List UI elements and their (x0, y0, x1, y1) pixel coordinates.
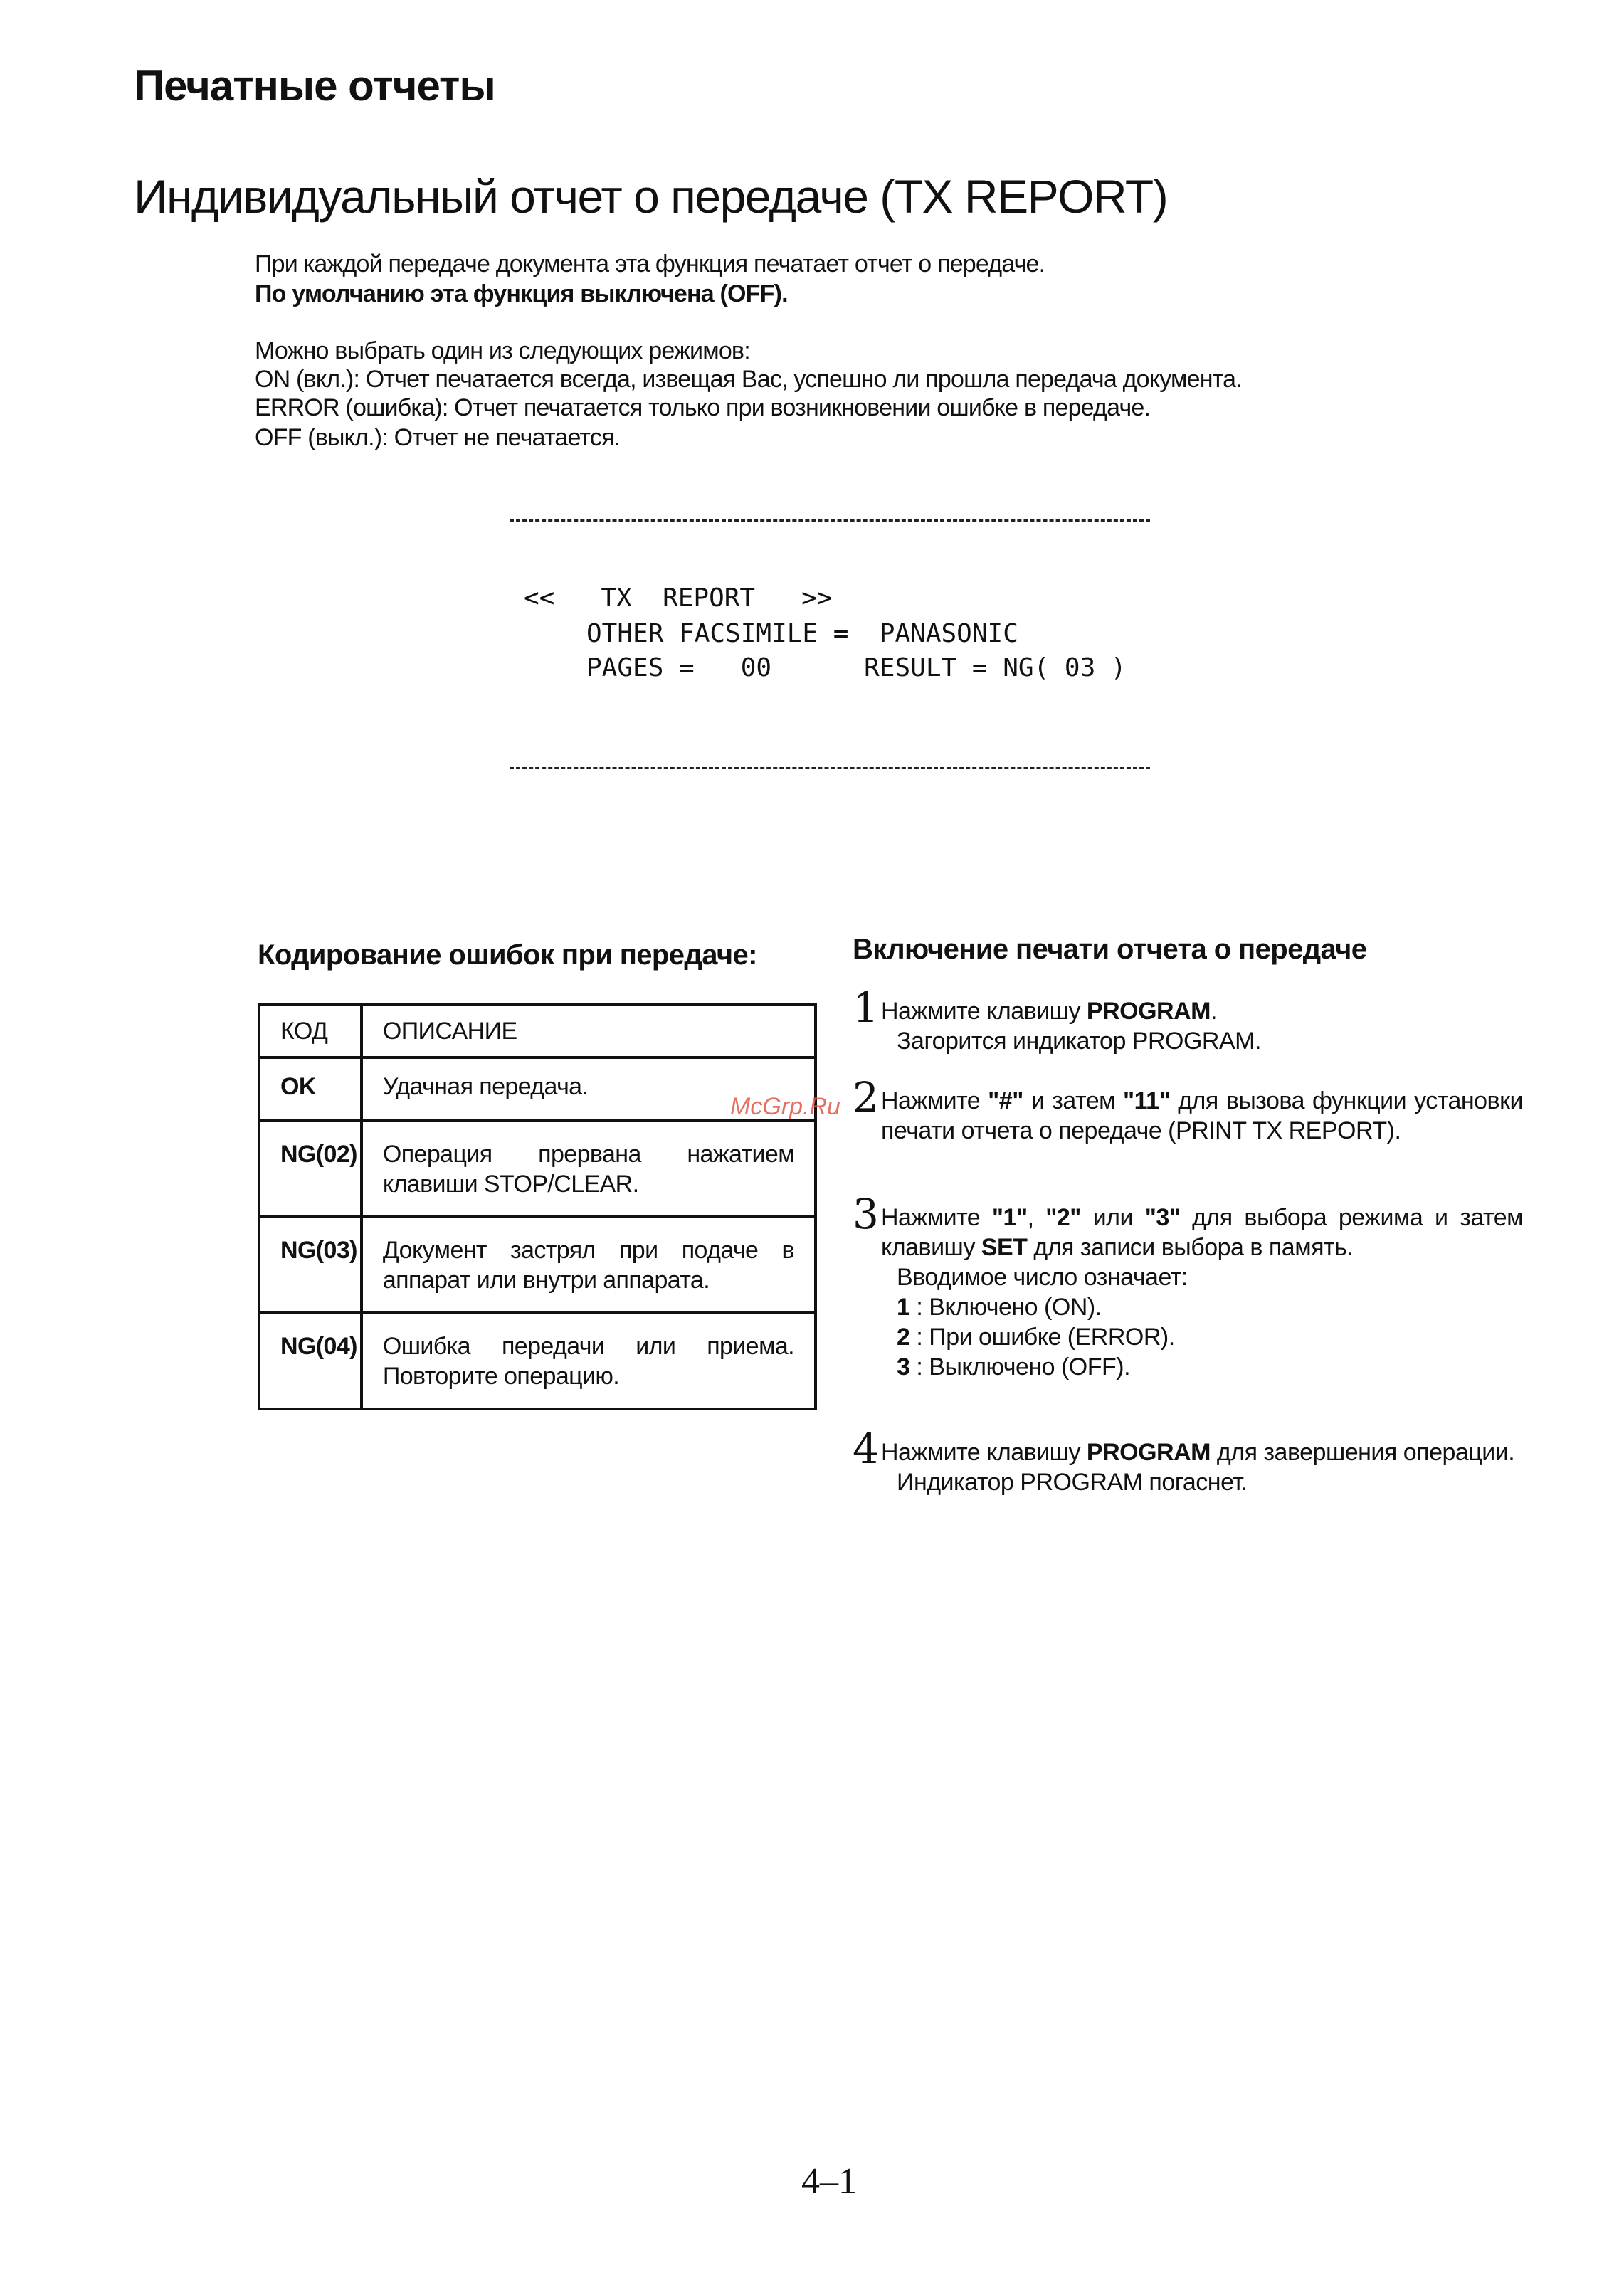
table-row (259, 1121, 816, 1217)
error-code: NG(04) (259, 1313, 362, 1409)
page-number: 4–1 (801, 2161, 857, 2202)
error-description: Документ застрял при подаче в аппарат или внутри аппарата. (362, 1217, 816, 1313)
step-number: 3 (853, 1190, 879, 1238)
step-number: 4 (853, 1425, 879, 1473)
error-code: OK (259, 1057, 362, 1121)
option-on: 1 : Включено (ON). (897, 1294, 1102, 1321)
report-bottom-divider (510, 767, 1150, 769)
error-description: Операция прервана нажатием клавиши STOP/CLEAR. (362, 1121, 816, 1217)
section-title: Индивидуальный отчет о передаче (TX REPORT) (134, 170, 1168, 223)
error-description: Удачная передача. (362, 1057, 816, 1121)
step-text: Нажмите "#" и затем "11" для вызова функции установки печати отчета о передаче (PRINT TX REPORT). (881, 1087, 1523, 1144)
description-column-header: ОПИСАНИЕ (362, 1005, 816, 1057)
error-description: Ошибка передачи или приема. Повторите операцию. (362, 1313, 816, 1409)
modes-heading: Можно выбрать один из следующих режимов: (255, 337, 750, 364)
mode-error: ERROR (ошибка): Отчет печатается только при возникновении ошибке в передаче. (255, 394, 1151, 421)
step-note: Индикатор PROGRAM погаснет. (897, 1469, 1248, 1496)
default-off-note: По умолчанию эта функция выключена (OFF). (255, 280, 788, 307)
step-text: Нажмите клавишу PROGRAM для завершения операции. (881, 1439, 1515, 1466)
step-1 (853, 983, 1523, 1056)
step-note: Вводимое число означает: (897, 1264, 1188, 1291)
key-set: SET (981, 1234, 1028, 1261)
steps-heading: Включение печати отчета о передаче (853, 934, 1367, 965)
step-number: 2 (853, 1073, 879, 1121)
step-note: Загорится индикатор PROGRAM. (897, 1028, 1261, 1055)
table-header-row (259, 1005, 816, 1057)
report-sample-line-1: << TX REPORT >> (524, 584, 833, 613)
code-column-header: КОД (259, 1005, 362, 1057)
key-program: PROGRAM (1086, 998, 1211, 1025)
table-row (259, 1217, 816, 1313)
report-sample-line-3: PAGES = 00 RESULT = NG( 03 ) (586, 653, 1127, 682)
watermark: McGrp.Ru (730, 1093, 840, 1120)
step-text: Нажмите "1", "2" или "3" для выбора режима и затем клавишу SET для записи выбора в память. (881, 1204, 1524, 1261)
page-title: Печатные отчеты (134, 62, 495, 110)
intro-line: При каждой передаче документа эта функция печатает отчет о передаче. (255, 250, 1045, 278)
error-code: NG(02) (259, 1121, 362, 1217)
key-program: PROGRAM (1086, 1439, 1211, 1466)
option-error: 2 : При ошибке (ERROR). (897, 1324, 1175, 1351)
step-text: Нажмите клавишу PROGRAM. (881, 998, 1217, 1025)
error-code: NG(03) (259, 1217, 362, 1313)
mode-off: OFF (выкл.): Отчет не печатается. (255, 424, 621, 451)
report-top-divider (510, 519, 1150, 522)
step-4 (853, 1425, 1523, 1497)
mode-on: ON (вкл.): Отчет печатается всегда, извещая Вас, успешно ли прошла передача документа. (255, 366, 1242, 393)
error-codes-table (258, 1003, 817, 1410)
step-2 (853, 1073, 1523, 1146)
error-codes-heading: Кодирование ошибок при передаче: (258, 939, 757, 971)
option-list (897, 1292, 1523, 1382)
table-row (259, 1313, 816, 1409)
option-off: 3 : Выключено (OFF). (897, 1353, 1131, 1381)
report-sample-line-2: OTHER FACSIMILE = PANASONIC (586, 619, 1018, 648)
step-3 (853, 1190, 1524, 1382)
step-number: 1 (853, 983, 879, 1032)
